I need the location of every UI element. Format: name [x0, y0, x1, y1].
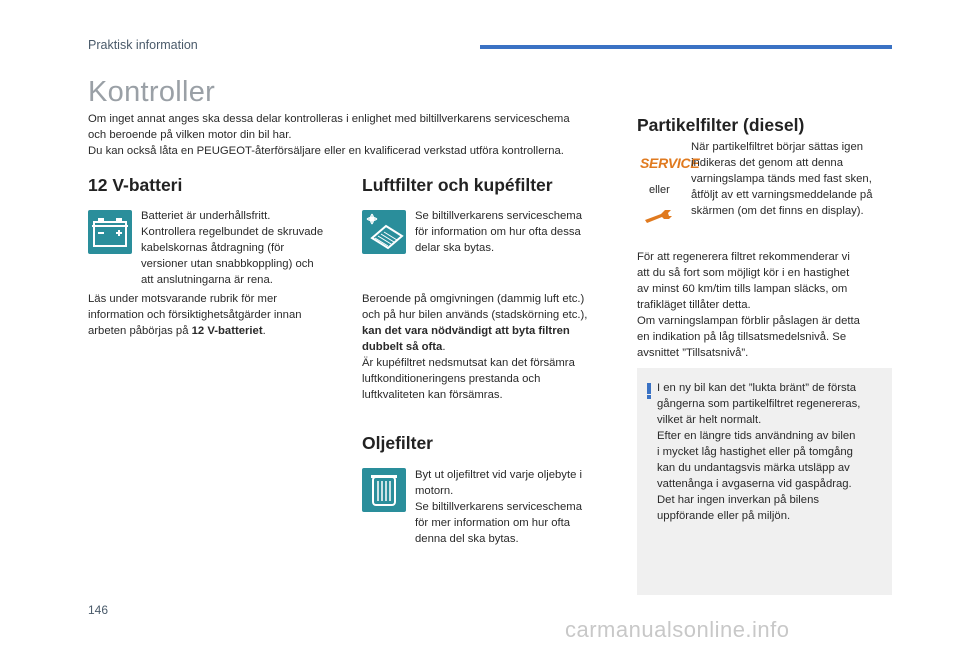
air-filter-bold-line [362, 339, 622, 355]
watermark: carmanualsonline.info [565, 617, 790, 642]
air-filter-para-line: och på hur bilen används (stadskörning etc.), [362, 309, 588, 321]
intro-line: Du kan också låta en PEUGEOT-återförsäljare eller en kvalificerad verkstad utföra kontrollerna. [88, 145, 564, 157]
info-text-line: kan du undantagsvis märka utsläpp av [657, 462, 850, 474]
info-text-line: i mycket låg hastighet eller på tomgång [657, 446, 853, 458]
particle-filter-para-line: att du så fort som möjligt kör i en hastighet [637, 267, 850, 279]
battery-text-line: Kontrollera regelbundet de skruvade [141, 226, 324, 238]
intro-line: och beroende på vilken motor din bil har. [88, 129, 292, 141]
air-filter-text-line: delar ska bytas. [415, 242, 495, 254]
air-filter-icon [362, 210, 406, 254]
particle-filter-para [637, 249, 897, 361]
intro-text [88, 111, 618, 159]
page-title: Kontroller [88, 76, 216, 108]
particle-filter-text-line: varningslampa tänds med fast sken, [691, 173, 872, 185]
oil-filter-heading: Oljefilter [362, 433, 433, 453]
battery-note-prefix: arbeten påbörjas på [88, 325, 192, 337]
battery-link-text: 12 V-batteriet [191, 325, 263, 337]
intro-line: Om inget annat anges ska dessa delar kontrolleras i enlighet med biltillverkarens serviceschema [88, 113, 570, 125]
air-filter-para-line: Är kupéfiltret nedsmutsat kan det försämra [362, 357, 575, 369]
battery-note-line: Läs under motsvarande rubrik för mer [88, 293, 277, 305]
battery-text [141, 208, 341, 288]
service-warning-icon: SERVICE [640, 155, 700, 171]
oil-filter-text [415, 467, 615, 547]
particle-filter-para-line: av minst 60 km/tim tills lampan släcks, om [637, 283, 848, 295]
oil-filter-text-line: för mer information om hur ofta [415, 517, 571, 529]
air-filter-para-line: luftkvaliteten kan försämras. [362, 389, 503, 401]
info-text-line: vilket är helt normalt. [657, 414, 762, 426]
air-filter-heading: Luftfilter och kupéfilter [362, 175, 553, 195]
particle-filter-text-line: åtföljt av ett varningsmeddelande på [691, 189, 873, 201]
particle-filter-para-line: trafikläget tillåter detta. [637, 299, 751, 311]
air-filter-text-line: för information om hur ofta dessa [415, 226, 581, 238]
particle-filter-para-line: avsnittet ”Tillsatsnivå”. [637, 347, 749, 359]
page-number: 146 [88, 603, 109, 617]
oil-filter-text-line: motorn. [415, 485, 454, 497]
air-filter-text-line: Se biltillverkarens serviceschema [415, 210, 583, 222]
oil-filter-text-line: denna del ska bytas. [415, 533, 519, 545]
battery-note-suffix: . [262, 325, 266, 337]
info-text-line: gångerna som partikelfiltret regenereras, [657, 398, 861, 410]
battery-text-line: kabelskornas åtdragning (för [141, 242, 285, 254]
battery-text-line: versioner utan snabbkoppling) och [141, 258, 314, 270]
particle-filter-para-line: Om varningslampan förblir påslagen är detta [637, 315, 860, 327]
section-header: Praktisk information [88, 38, 198, 52]
air-filter-para [362, 291, 622, 403]
oil-filter-text-line: Se biltillverkarens serviceschema [415, 501, 583, 513]
air-filter-bold-suffix: . [442, 341, 446, 353]
particle-filter-para-line: en indikation på låg tillsatsmedelsnivå. Se [637, 331, 847, 343]
battery-section [88, 175, 182, 196]
battery-text-line: Batteriet är underhållsfritt. [141, 210, 271, 222]
particle-filter-text [691, 139, 891, 219]
info-text-line: Det har ingen inverkan på bilens [657, 494, 820, 506]
or-label: eller [649, 184, 670, 196]
particle-filter-text-line: När partikelfiltret börjar sättas igen [691, 141, 864, 153]
particle-filter-section [637, 115, 804, 136]
particle-filter-heading: Partikelfilter (diesel) [637, 115, 805, 135]
battery-note [88, 291, 348, 339]
air-filter-bold-text: dubbelt så ofta [362, 341, 443, 353]
battery-heading: 12 V-batteri [88, 175, 183, 195]
oil-filter-icon [362, 468, 406, 512]
info-text [657, 380, 887, 524]
battery-text-line: att anslutningarna är rena. [141, 274, 273, 286]
header-accent-bar [480, 45, 892, 49]
air-filter-para-line: luftkonditioneringens prestanda och [362, 373, 541, 385]
info-text-line: I en ny bil kan det ”lukta bränt” de första [657, 382, 857, 394]
particle-filter-para-line: För att regenerera filtret rekommenderar vi [637, 251, 850, 263]
particle-filter-text-line: indikeras det genom att denna [691, 157, 843, 169]
info-text-line: vattenånga i avgaserna vid gaspådrag. [657, 478, 852, 490]
info-text-line: Efter en längre tids användning av bilen [657, 430, 856, 442]
oil-filter-text-line: Byt ut oljefiltret vid varje oljebyte i [415, 469, 583, 481]
battery-note-line [88, 323, 348, 339]
wrench-icon [643, 208, 673, 224]
air-filter-text [415, 208, 615, 256]
air-filter-para-line: Beroende på omgivningen (dammig luft etc.) [362, 293, 585, 305]
battery-icon [88, 210, 132, 254]
air-filter-bold-line: kan det vara nödvändigt att byta filtren [362, 325, 570, 337]
info-text-line: uppförande eller på miljön. [657, 510, 791, 522]
oil-filter-section [362, 433, 433, 454]
info-icon-dot [647, 395, 651, 399]
particle-filter-text-line: skärmen (om det finns en display). [691, 205, 864, 217]
info-icon [647, 383, 651, 394]
air-filter-section [362, 175, 553, 196]
battery-note-line: information och försiktighetsåtgärder innan [88, 309, 302, 321]
